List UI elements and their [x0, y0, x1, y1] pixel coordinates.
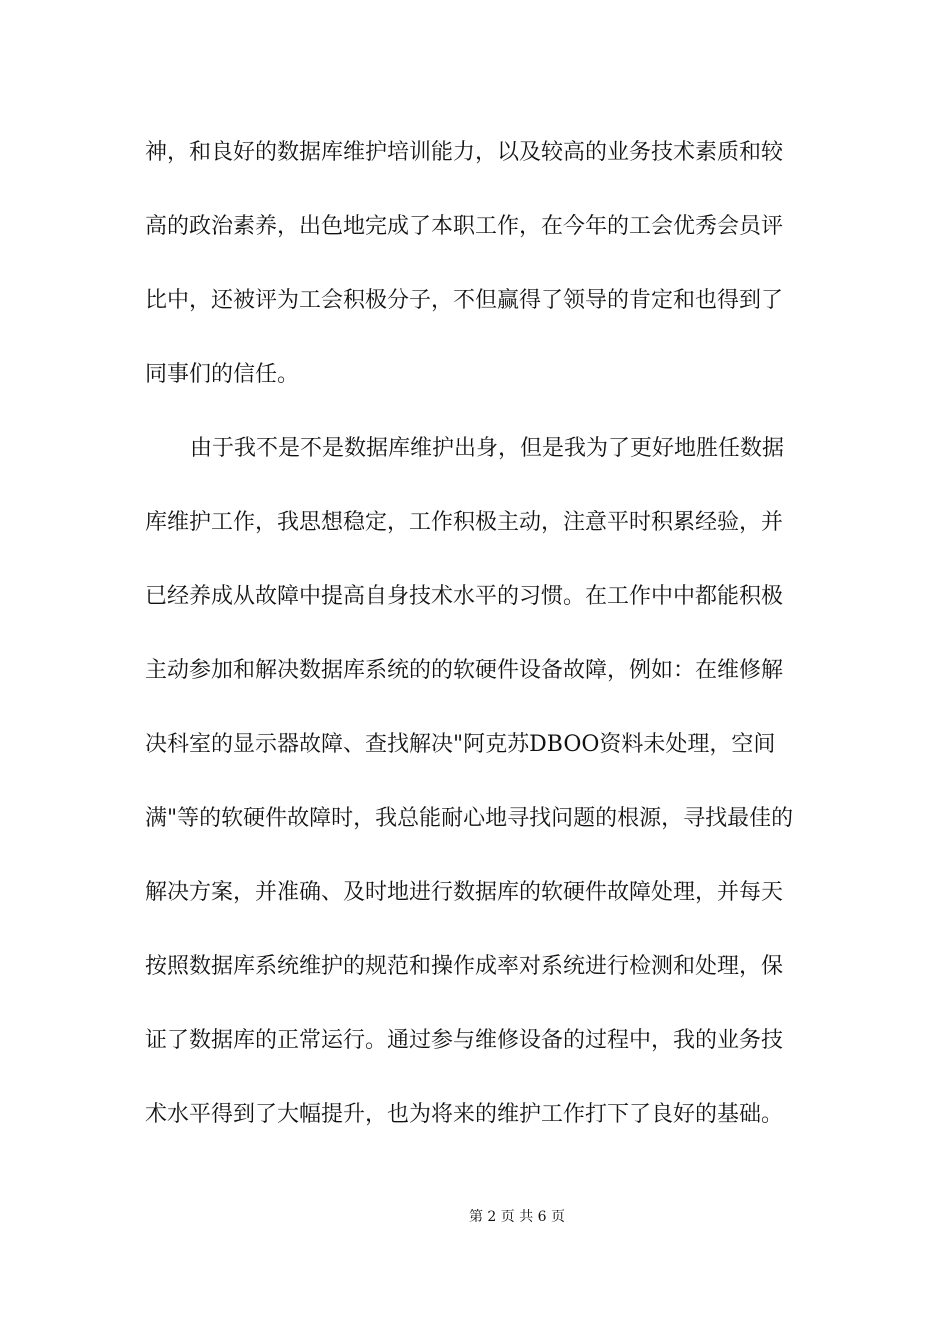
document-page: 神，和良好的数据库维护培训能力，以及较高的业务技术素质和较 高的政治素养，出色地完成了本职工作，在今年的工会优秀会员评 比中，还被评为工会积极分子，不但赢得了领导的肯定和也得到了 同事们的信任。 由于我不是不是数据库维护出身，但是我为了更好地胜任数据 库维护工作，我思想稳定，工作积极主动，注意平时积累经验，并 已经养成从故障中提高自身技术水平的习惯。在工作中中都能积极 主动参加和解决数据库系统的的软硬件设备故障，例如：在维修解 决科室的显示器故障、查找解决"阿克苏DBOO资料未处理，空间 满"等的软硬件故障时，我总能耐心地寻找问题的根源，寻找最佳的 解决方案，并准确、及时地进行数据库的软硬件故障处理，并每天 按照数据库系统维护的规范和操作成率对系统进行检测和处理，保 证了数据库的正常运行。通过参与维修设备的过程中，我的业务技 术水平得到了大幅提升，也为将来的维护工作打下了良好的基础。 第 2 页 共 6 页	[0, 0, 950, 1344]
page-number: 第 2 页 共 6 页	[468, 1209, 566, 1225]
page-footer	[0, 1208, 950, 1226]
